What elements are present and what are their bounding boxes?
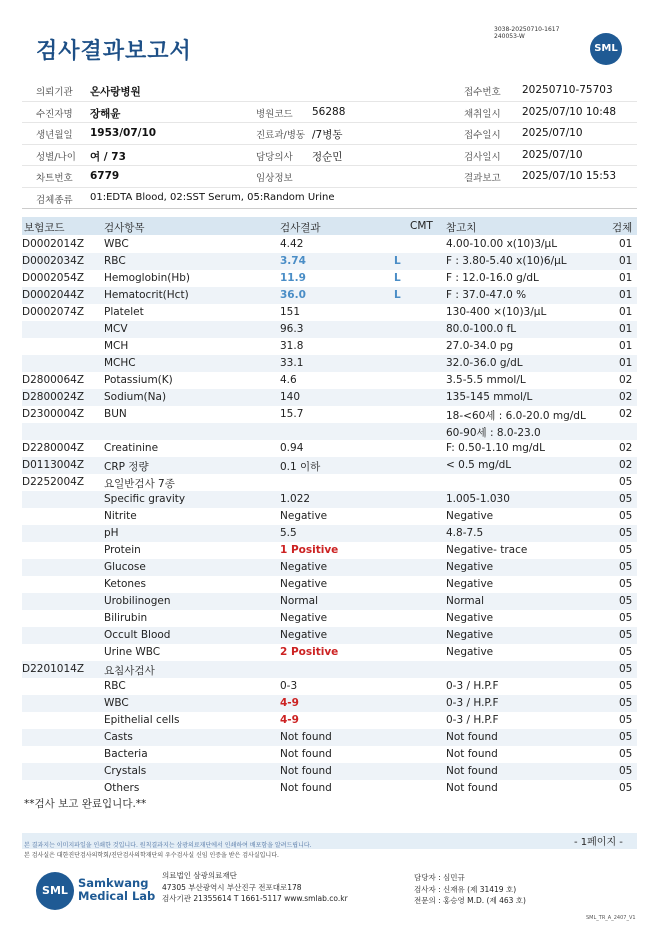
specimen-cell: 01 <box>619 238 633 250</box>
info-row <box>22 123 637 145</box>
table-row <box>22 474 637 491</box>
result-cell: 0-3 <box>280 680 298 692</box>
test-item-cell: Hemoglobin(Hb) <box>104 272 191 284</box>
result-cell: 15.7 <box>280 408 304 420</box>
specimen-cell: 02 <box>619 459 633 471</box>
print-note: 본 결과지는 이미지파일을 인쇄한 것입니다. 원칙결과지는 삼광의료재단에서 인쇄하여 배포함을 알려드립니다. <box>24 842 312 849</box>
reference-cell: F: 0.50-1.10 mg/dL <box>446 442 545 454</box>
specimen-cell: 05 <box>619 646 633 658</box>
reference-cell: Not found <box>446 782 498 794</box>
insurance-code-cell: D0002014Z <box>22 238 85 250</box>
result-cell: 11.9 <box>280 272 306 284</box>
table-row <box>22 695 637 712</box>
specimen-cell: 05 <box>619 697 633 709</box>
result-cell: 4-9 <box>280 714 299 726</box>
header-item: 검사항목 <box>104 222 145 234</box>
comment-cell: L <box>394 272 401 284</box>
result-cell: 0.1 이하 <box>280 461 321 473</box>
insurance-code-cell: D2201014Z <box>22 663 85 675</box>
result-cell: Negative <box>280 510 328 522</box>
lab-address <box>162 870 348 905</box>
result-cell: 31.8 <box>280 340 304 352</box>
insurance-code-cell: D0113004Z <box>22 459 85 471</box>
reference-cell: F : 37.0-47.0 % <box>446 289 527 301</box>
report-date-label: 결과보고 <box>464 173 501 184</box>
table-row <box>22 355 637 372</box>
test-item-cell: Hematocrit(Hct) <box>104 289 189 301</box>
form-code: SML_TR_A_2407_V1 <box>586 915 636 921</box>
specimen-cell: 05 <box>619 731 633 743</box>
reference-cell: 18-<60세 : 6.0-20.0 mg/dL <box>446 410 586 422</box>
specimen-cell: 02 <box>619 374 633 386</box>
specimen-cell: 01 <box>619 255 633 267</box>
reference-cell: 0-3 / H.P.F <box>446 714 499 726</box>
specimen-cell: 05 <box>619 476 633 488</box>
insurance-code-cell: D2280004Z <box>22 442 85 454</box>
table-row <box>22 610 637 627</box>
dept-value: /7병동 <box>312 129 343 141</box>
reference-cell: Negative <box>446 646 494 658</box>
table-row <box>22 406 637 423</box>
result-cell: 0.94 <box>280 442 304 454</box>
doctor-value: 정순민 <box>312 150 343 163</box>
specimen-cell: 02 <box>619 408 633 420</box>
specimen-cell: 05 <box>619 782 633 794</box>
lab-name-line: Samkwang <box>78 876 149 890</box>
table-row <box>22 542 637 559</box>
receipt-no-label: 접수번호 <box>464 87 501 98</box>
sex-age-label: 성별/나이 <box>36 151 76 163</box>
table-row <box>22 304 637 321</box>
specimen-cell: 05 <box>619 714 633 726</box>
test-item-cell: Creatinine <box>104 442 159 454</box>
reference-cell: 3.5-5.5 mmol/L <box>446 374 526 386</box>
specimen-cell: 05 <box>619 748 633 760</box>
test-item-cell: 요일반검사 7종 <box>104 478 175 490</box>
reference-cell: 27.0-34.0 pg <box>446 340 514 352</box>
specimen-value: 01:EDTA Blood, 02:SST Serum, 05:Random Urine <box>90 191 335 203</box>
header-result: 검사결과 <box>280 222 321 234</box>
info-row <box>22 188 637 210</box>
result-cell: 4.6 <box>280 374 297 386</box>
result-cell: Not found <box>280 765 332 777</box>
insurance-code-cell: D2800064Z <box>22 374 85 386</box>
lab-name <box>78 877 155 903</box>
reference-cell: Negative- trace <box>446 544 528 556</box>
insurance-code-cell: D0002034Z <box>22 255 85 267</box>
lab-contact: 검사기관 21355614 T 1661-5117 www.smlab.co.kr <box>162 894 348 903</box>
test-item-cell: Specific gravity <box>104 493 186 505</box>
specimen-cell: 01 <box>619 306 633 318</box>
table-row <box>22 746 637 763</box>
table-row <box>22 678 637 695</box>
result-cell: Negative <box>280 629 328 641</box>
result-cell: Normal <box>280 595 318 607</box>
result-cell: 1.022 <box>280 493 311 505</box>
specimen-cell: 02 <box>619 391 633 403</box>
header-reference: 참고치 <box>446 222 477 234</box>
results-table-body <box>22 236 637 797</box>
lab-address-line: 47305 부산광역시 부산진구 전포대로178 <box>162 882 302 892</box>
result-cell: 3.74 <box>280 255 306 267</box>
chart-label: 차트번호 <box>36 173 73 184</box>
test-item-cell: 요침사검사 <box>104 665 155 677</box>
table-row <box>22 593 637 610</box>
test-item-cell: Casts <box>104 731 133 743</box>
receipt-date-value: 2025/07/10 <box>522 127 583 139</box>
table-row <box>22 372 637 389</box>
reference-cell: F : 12.0-16.0 g/dL <box>446 272 539 284</box>
reference-cell: Negative <box>446 612 494 624</box>
test-item-cell: Others <box>104 782 140 794</box>
document-id <box>494 26 559 40</box>
reference-cell: Not found <box>446 765 498 777</box>
test-item-cell: MCH <box>104 340 129 352</box>
table-row <box>22 559 637 576</box>
sml-logo: SML <box>590 33 622 65</box>
specimen-cell: 01 <box>619 340 633 352</box>
table-row <box>22 576 637 593</box>
clinical-label: 임상정보 <box>256 173 293 184</box>
test-item-cell: BUN <box>104 408 127 420</box>
table-row <box>22 321 637 338</box>
reference-cell: < 0.5 mg/dL <box>446 459 512 471</box>
specimen-cell: 05 <box>619 510 633 522</box>
reference-cell: 1.005-1.030 <box>446 493 510 505</box>
table-row <box>22 508 637 525</box>
reference-cell: 4.8-7.5 <box>446 527 484 539</box>
document-id-line: 3038-20250710-1617 <box>494 26 560 33</box>
tester-line: 검사자 : 신재유 (제 31419 호) <box>414 884 517 894</box>
doctor-label: 담당의사 <box>256 151 293 163</box>
table-row <box>22 253 637 270</box>
specimen-cell: 02 <box>619 442 633 454</box>
reference-cell: Negative <box>446 561 494 573</box>
page-number: - 1페이지 - <box>574 837 623 848</box>
receipt-no-value: 20250710-75703 <box>522 84 613 96</box>
reference-cell: 135-145 mmol/L <box>446 391 533 403</box>
reference-cell: 130-400 ×(10)3/μL <box>446 306 547 318</box>
specimen-cell: 01 <box>619 357 633 369</box>
specimen-cell: 05 <box>619 527 633 539</box>
reference-cell: 0-3 / H.P.F <box>446 680 499 692</box>
result-cell: 4.42 <box>280 238 304 250</box>
table-row <box>22 338 637 355</box>
test-item-cell: Urobilinogen <box>104 595 171 607</box>
insurance-code-cell: D2300004Z <box>22 408 85 420</box>
test-item-cell: Occult Blood <box>104 629 171 641</box>
test-date-value: 2025/07/10 <box>522 148 583 161</box>
collection-date-label: 채취일시 <box>464 108 501 120</box>
table-row <box>22 270 637 287</box>
insurance-code-cell: D2800024Z <box>22 391 85 403</box>
table-row <box>22 236 637 253</box>
insurance-code-cell: D0002044Z <box>22 289 85 301</box>
specimen-cell: 05 <box>619 595 633 607</box>
test-item-cell: pH <box>104 527 119 539</box>
test-item-cell: Platelet <box>104 306 144 318</box>
table-row <box>22 440 637 457</box>
test-item-cell: Ketones <box>104 578 146 590</box>
test-item-cell: Urine WBC <box>104 646 161 658</box>
specimen-cell: 05 <box>619 544 633 556</box>
birth-label: 생년월일 <box>36 130 73 141</box>
result-cell: 140 <box>280 391 301 403</box>
test-item-cell: Protein <box>104 544 141 556</box>
result-cell: Negative <box>280 612 328 624</box>
test-date-label: 검사일시 <box>464 151 501 163</box>
result-cell: 1 Positive <box>280 544 339 556</box>
result-cell: Not found <box>280 748 332 760</box>
test-item-cell: Glucose <box>104 561 146 573</box>
reference-cell: Normal <box>446 595 484 607</box>
specimen-label: 검체종류 <box>36 194 73 206</box>
result-cell: 151 <box>280 306 301 318</box>
test-item-cell: Potassium(K) <box>104 374 173 386</box>
test-item-cell: WBC <box>104 697 129 709</box>
table-row <box>22 491 637 508</box>
result-cell: Negative <box>280 578 328 590</box>
result-cell: 36.0 <box>280 289 306 301</box>
receipt-date-label: 접수일시 <box>464 130 501 141</box>
table-row <box>22 525 637 542</box>
specimen-cell: 05 <box>619 663 633 675</box>
table-row <box>22 712 637 729</box>
header-specimen: 검체 <box>612 222 633 234</box>
lab-org: 의료법인 삼광의료재단 <box>162 871 237 880</box>
result-cell: 33.1 <box>280 357 304 369</box>
insurance-code-cell: D0002074Z <box>22 306 85 318</box>
specimen-cell: 01 <box>619 272 633 284</box>
result-cell: Not found <box>280 782 332 794</box>
patient-info <box>22 80 637 209</box>
test-item-cell: RBC <box>104 680 126 692</box>
result-cell: 4-9 <box>280 697 299 709</box>
dept-label: 진료과/병동 <box>256 130 306 141</box>
specimen-cell: 05 <box>619 680 633 692</box>
specimen-cell: 05 <box>619 493 633 505</box>
institution-value: 온사랑병원 <box>90 86 141 98</box>
specimen-cell: 05 <box>619 765 633 777</box>
sml-logo: SML <box>36 872 74 910</box>
reference-cell: F : 3.80-5.40 x(10)6/μL <box>446 255 567 267</box>
collection-date-value: 2025/07/10 10:48 <box>522 105 617 118</box>
info-row <box>22 102 637 124</box>
test-item-cell: MCHC <box>104 357 136 369</box>
specimen-cell: 05 <box>619 561 633 573</box>
test-item-cell: Nitrite <box>104 510 137 522</box>
report-complete-text: **검사 보고 완료입니다.** <box>24 798 147 810</box>
table-row <box>22 763 637 780</box>
test-item-cell: WBC <box>104 238 129 250</box>
reference-cell: Negative <box>446 629 494 641</box>
results-table-header <box>22 217 637 235</box>
table-row <box>22 729 637 746</box>
hospital-code-value: 56288 <box>312 105 346 118</box>
result-cell: Not found <box>280 731 332 743</box>
manager-line: 담당자 : 심민규 <box>414 873 465 882</box>
reference-cell: 80.0-100.0 fL <box>446 323 517 335</box>
header-cmt: CMT <box>410 220 433 232</box>
info-row <box>22 145 637 167</box>
insurance-code-cell: D2252004Z <box>22 476 85 488</box>
comment-cell: L <box>394 289 401 301</box>
info-row <box>22 80 637 102</box>
reference-cell: 60-90세 : 8.0-23.0 <box>446 427 541 439</box>
table-row <box>22 780 637 797</box>
test-item-cell: CRP 정량 <box>104 461 149 473</box>
test-item-cell: Crystals <box>104 765 147 777</box>
hospital-code-label: 병원코드 <box>256 108 293 120</box>
accreditation-note: 본 검사실은 대한진단검사의학회/진단검사의학재단의 우수검사실 신임 인증을 받은 검사실입니다. <box>24 852 279 859</box>
reference-cell: 32.0-36.0 g/dL <box>446 357 523 369</box>
institution-label: 의뢰기관 <box>36 87 73 98</box>
test-item-cell: RBC <box>104 255 126 267</box>
test-item-cell: MCV <box>104 323 128 335</box>
header-code: 보험코드 <box>24 222 65 234</box>
reference-cell: 0-3 / H.P.F <box>446 697 499 709</box>
sex-age-value: 여 / 73 <box>90 150 126 163</box>
info-row <box>22 166 637 188</box>
page-title: 검사결과보고서 <box>36 39 192 64</box>
document-id-line: 240053-W <box>494 33 525 40</box>
birth-value: 1953/07/10 <box>90 127 157 139</box>
reference-cell: 4.00-10.00 x(10)3/μL <box>446 238 558 250</box>
patient-label: 수진자명 <box>36 108 73 120</box>
reference-cell: Not found <box>446 731 498 743</box>
lab-name-line: Medical Lab <box>78 889 156 903</box>
result-cell: Negative <box>280 561 328 573</box>
result-cell: 5.5 <box>280 527 297 539</box>
specimen-cell: 05 <box>619 578 633 590</box>
specimen-cell: 05 <box>619 612 633 624</box>
table-row <box>22 644 637 661</box>
table-row <box>22 287 637 304</box>
table-row <box>22 389 637 406</box>
table-row <box>22 423 637 440</box>
table-row <box>22 627 637 644</box>
insurance-code-cell: D0002054Z <box>22 272 85 284</box>
test-item-cell: Bilirubin <box>104 612 148 624</box>
result-cell: 96.3 <box>280 323 304 335</box>
table-row <box>22 661 637 678</box>
comment-cell: L <box>394 255 401 267</box>
chart-value: 6779 <box>90 170 120 182</box>
test-item-cell: Epithelial cells <box>104 714 180 726</box>
specimen-cell: 01 <box>619 323 633 335</box>
test-item-cell: Bacteria <box>104 748 148 760</box>
specimen-cell: 05 <box>619 629 633 641</box>
reference-cell: Not found <box>446 748 498 760</box>
signatories <box>414 872 526 907</box>
reference-cell: Negative <box>446 578 494 590</box>
test-item-cell: Sodium(Na) <box>104 391 167 403</box>
patient-value: 장해윤 <box>90 107 121 120</box>
report-date-value: 2025/07/10 15:53 <box>522 170 617 182</box>
reference-cell: Negative <box>446 510 494 522</box>
specialist-line: 전문의 : 홍승영 M.D. (제 463 호) <box>414 896 526 905</box>
result-cell: 2 Positive <box>280 646 339 658</box>
table-row <box>22 457 637 474</box>
specimen-cell: 01 <box>619 289 633 301</box>
